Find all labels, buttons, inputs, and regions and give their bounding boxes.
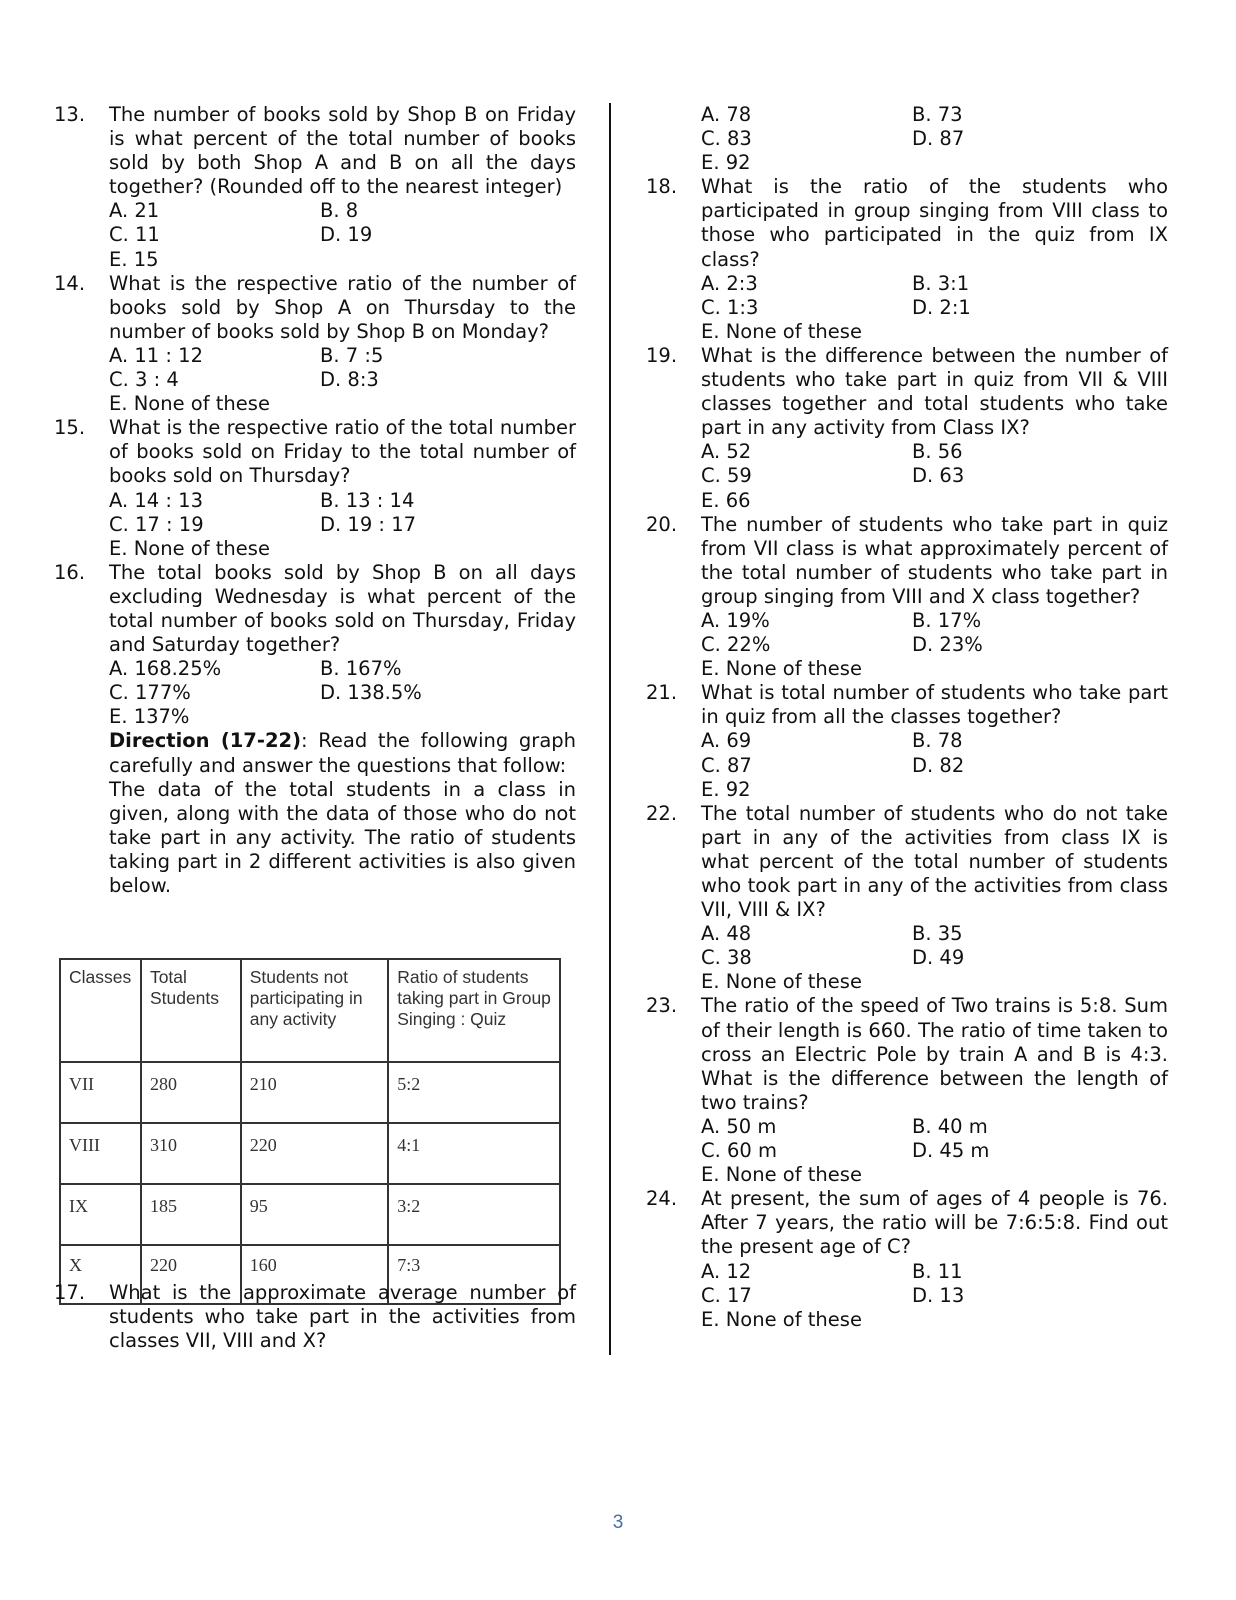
question-text: The number of books sold by Shop B on Friday is what percent of the total number of books sold by both Shop A and B on all the days together? (Rounded off to the nearest integer) <box>109 103 576 199</box>
option-d: D. 87 <box>912 127 965 151</box>
option-d: D. 45 m <box>912 1139 990 1163</box>
options <box>701 1115 1168 1163</box>
cell-class: VIII <box>60 1123 141 1184</box>
cell-class: X <box>60 1245 141 1304</box>
option-b: B. 56 <box>912 440 963 464</box>
options <box>701 1260 1168 1308</box>
question-24 <box>646 1187 1168 1332</box>
options <box>701 103 1168 151</box>
option-e: E. None of these <box>701 970 862 994</box>
cell-not-participating: 210 <box>241 1062 388 1123</box>
header-not-participating: Students not participating in any activity <box>241 959 388 1062</box>
header-ratio: Ratio of students taking part in Group Singing : Quiz <box>388 959 560 1062</box>
cell-ratio: 7:3 <box>388 1245 560 1304</box>
option-c: C. 59 <box>701 464 752 488</box>
direction-label: Direction (17-22) <box>109 729 302 753</box>
question-21 <box>646 681 1168 801</box>
question-number: 17. <box>54 1281 86 1304</box>
option-a: A. 168.25% <box>109 657 222 681</box>
option-a: A. 11 : 12 <box>109 343 203 367</box>
option-e: E. 137% <box>109 705 190 729</box>
option-b: B. 7 :5 <box>320 343 384 367</box>
cell-total: 310 <box>141 1123 241 1184</box>
option-d: D. 63 <box>912 464 965 488</box>
left-column-bottom <box>54 1281 576 1353</box>
left-column <box>54 103 576 898</box>
option-b: B. 78 <box>912 729 963 753</box>
question-text: The ratio of the speed of Two trains is 5:8. Sum of their length is 660. The ratio of time taken to cross an Electric Pole by train A and B is 4:3. What is the difference between the length of two trains? <box>701 994 1168 1114</box>
cell-ratio: 5:2 <box>388 1062 560 1123</box>
direction-text: : Read the following graph carefully and answer the questions that follow: <box>109 729 576 777</box>
option-a: A. 2:3 <box>701 271 758 295</box>
cell-total: 185 <box>141 1184 241 1245</box>
option-e: E. None of these <box>701 1307 862 1331</box>
option-c: C. 177% <box>109 681 191 705</box>
question-number: 24. <box>646 1187 678 1211</box>
options <box>701 922 1168 970</box>
question-number: 19. <box>646 343 678 367</box>
option-d: D. 19 <box>320 223 373 247</box>
question-text: What is the ratio of the students who participated in group singing from VIII class to those who participated in the quiz from IX class? <box>701 175 1168 271</box>
table-header-row <box>60 959 560 1062</box>
option-d: D. 13 <box>912 1283 965 1307</box>
option-d: D. 2:1 <box>912 295 971 319</box>
cell-class: VII <box>60 1062 141 1123</box>
table-row <box>60 1123 560 1184</box>
options <box>701 609 1168 657</box>
question-number: 20. <box>646 512 678 536</box>
option-c: C. 3 : 4 <box>109 368 179 392</box>
option-c: C. 87 <box>701 753 752 777</box>
options <box>701 729 1168 777</box>
cell-class: IX <box>60 1184 141 1245</box>
question-number: 14. <box>54 271 86 295</box>
column-divider <box>609 103 611 1355</box>
option-e: E. None of these <box>701 1163 862 1187</box>
option-c: C. 83 <box>701 127 752 151</box>
option-d: D. 82 <box>912 753 965 777</box>
question-text: What is the respective ratio of the total number of books sold on Friday to the total number of books sold on Thursday? <box>109 416 576 488</box>
question-text: The total number of students who do not take part in any of the activities from class IX is what percent of the total number of students who took part in any of the activities from class VII, VIII & IX? <box>701 801 1168 922</box>
cell-not-participating: 220 <box>241 1123 388 1184</box>
question-13 <box>54 103 576 272</box>
question-text: The number of students who take part in quiz from VII class is what approximately percent of the total number of students who take part in group singing from VIII and X class together? <box>701 512 1168 608</box>
options <box>109 489 576 537</box>
option-b: B. 40 m <box>912 1114 988 1138</box>
option-a: A. 50 m <box>701 1114 777 1138</box>
question-number: 22. <box>646 801 678 825</box>
question-17 <box>54 1281 576 1353</box>
option-d: D. 19 : 17 <box>320 512 417 536</box>
question-19 <box>646 344 1168 513</box>
question-16 <box>54 561 576 730</box>
options <box>109 199 576 247</box>
option-a: A. 48 <box>701 922 752 946</box>
question-number: 13. <box>54 103 86 126</box>
question-number: 18. <box>646 175 678 199</box>
option-a: A. 14 : 13 <box>109 488 203 512</box>
question-20 <box>646 513 1168 682</box>
option-c: C. 22% <box>701 633 771 657</box>
option-b: B. 167% <box>320 657 402 681</box>
option-b: B. 3:1 <box>912 271 970 295</box>
options <box>701 272 1168 320</box>
options <box>701 440 1168 488</box>
option-e: E. 66 <box>701 488 751 512</box>
option-b: B. 8 <box>320 199 359 223</box>
option-a: A. 21 <box>109 199 160 223</box>
page-number: 3 <box>612 1512 624 1533</box>
option-d: D. 8:3 <box>320 368 379 392</box>
option-a: A. 78 <box>701 103 752 126</box>
cell-not-participating: 95 <box>241 1184 388 1245</box>
header-total-students: Total Students <box>141 959 241 1062</box>
option-c: C. 38 <box>701 946 752 970</box>
question-number: 15. <box>54 416 86 440</box>
right-column <box>646 103 1168 1332</box>
option-b: B. 13 : 14 <box>320 488 415 512</box>
option-d: D. 49 <box>912 946 965 970</box>
option-e: E. 92 <box>701 151 751 175</box>
question-15 <box>54 416 576 561</box>
header-classes: Classes <box>60 959 141 1062</box>
question-23 <box>646 994 1168 1187</box>
question-text: The total books sold by Shop B on all days excluding Wednesday is what percent of the total number of books sold on Thursday, Friday and Saturday together? <box>109 560 576 657</box>
option-a: A. 12 <box>701 1259 752 1283</box>
cell-ratio: 4:1 <box>388 1123 560 1184</box>
option-a: A. 52 <box>701 440 752 464</box>
question-14 <box>54 272 576 417</box>
table-row <box>60 1062 560 1123</box>
option-c: C. 60 m <box>701 1139 778 1163</box>
question-number: 23. <box>646 994 678 1018</box>
question-text: What is the difference between the number of students who take part in quiz from VII & VIII classes together and total students who take part in any activity from Class IX? <box>701 343 1168 440</box>
question-22 <box>646 802 1168 995</box>
question-text: What is the respective ratio of the number of books sold by Shop A on Thursday to the number of books sold by Shop B on Monday? <box>109 271 576 343</box>
question-number: 21. <box>646 681 678 705</box>
option-b: B. 11 <box>912 1259 963 1283</box>
option-c: C. 1:3 <box>701 295 759 319</box>
options <box>109 657 576 705</box>
option-e: E. 92 <box>701 777 751 801</box>
question-text: What is total number of students who take part in quiz from all the classes together? <box>701 681 1168 729</box>
question-17-options <box>646 103 1168 175</box>
option-d: D. 138.5% <box>320 681 422 705</box>
direction-paragraph: The data of the total students in a class in given, along with the data of those who do not take part in any activity. The ratio of students taking part in 2 different activities is also given below. <box>109 777 576 897</box>
question-18 <box>646 175 1168 344</box>
question-text: What is the approximate average number of students who take part in the activities from classes VII, VIII and X? <box>109 1281 576 1353</box>
question-text: At present, the sum of ages of 4 people is 76. After 7 years, the ratio will be 7:6:5:8. Find out the present age of C? <box>701 1187 1168 1259</box>
option-e: E. None of these <box>701 319 862 343</box>
option-a: A. 69 <box>701 729 752 753</box>
option-e: E. None of these <box>109 392 270 416</box>
students-activity-table <box>59 958 561 1305</box>
cell-ratio: 3:2 <box>388 1184 560 1245</box>
question-number: 16. <box>54 560 86 584</box>
option-b: B. 35 <box>912 922 963 946</box>
option-c: C. 17 <box>701 1283 752 1307</box>
option-c: C. 17 : 19 <box>109 512 204 536</box>
options <box>109 344 576 392</box>
table-row <box>60 1184 560 1245</box>
cell-total: 280 <box>141 1062 241 1123</box>
option-b: B. 73 <box>912 103 963 126</box>
option-c: C. 11 <box>109 223 160 247</box>
option-b: B. 17% <box>912 608 982 632</box>
direction-block <box>109 729 576 777</box>
cell-total: 220 <box>141 1245 241 1304</box>
option-a: A. 19% <box>701 608 770 632</box>
option-e: E. None of these <box>109 536 270 560</box>
option-e: E. None of these <box>701 657 862 681</box>
option-d: D. 23% <box>912 633 983 657</box>
cell-not-participating: 160 <box>241 1245 388 1304</box>
option-e: E. 15 <box>109 247 159 271</box>
